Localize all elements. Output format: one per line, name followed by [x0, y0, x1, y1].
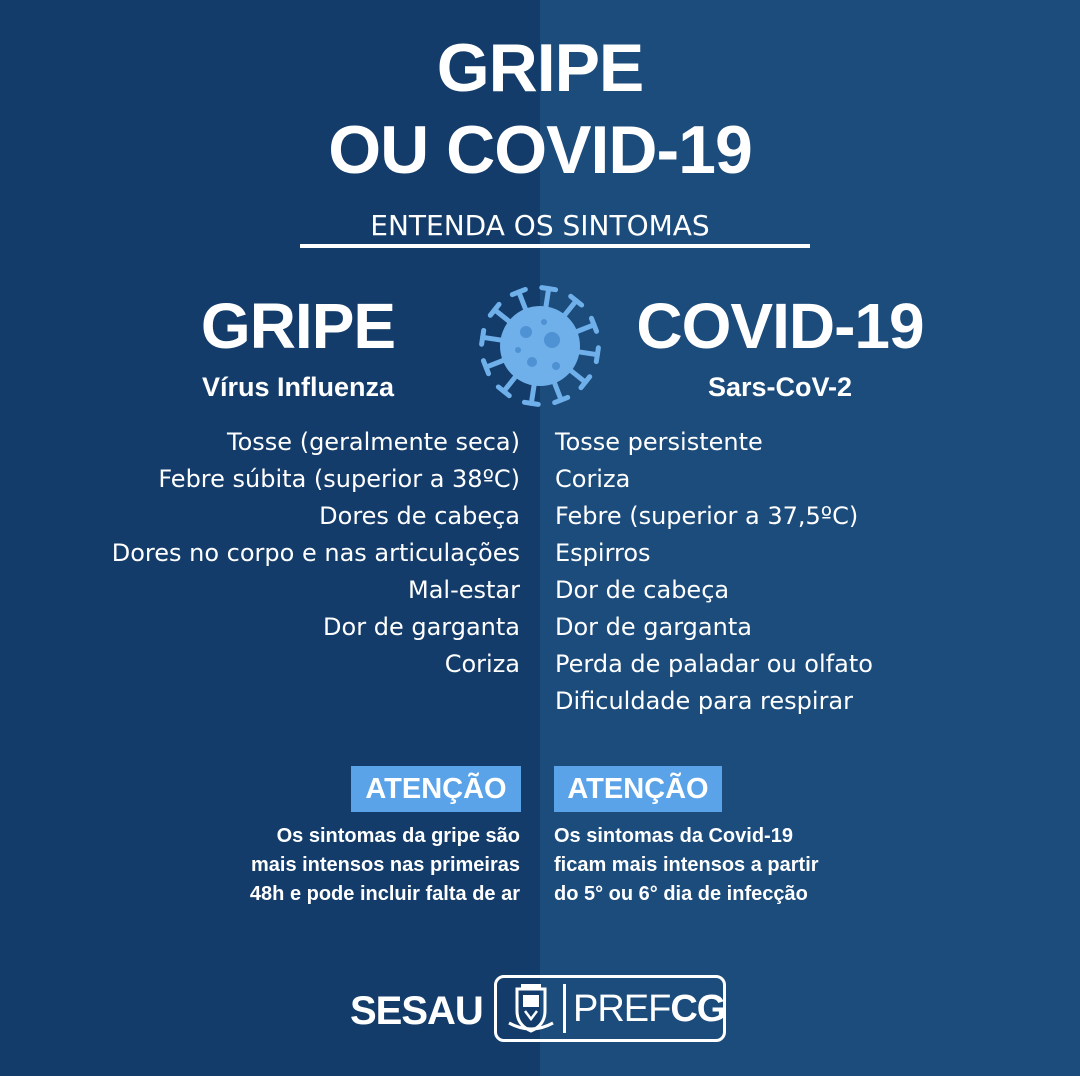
gripe-virus-name: Vírus Influenza — [201, 372, 395, 402]
virus-spot — [541, 319, 547, 325]
gripe-symptom-list — [112, 424, 520, 683]
covid-virus-name: Sars-CoV-2 — [707, 372, 853, 402]
virus-spike — [531, 384, 534, 404]
covid-symptom: Dor de garganta — [555, 613, 752, 641]
virus-spike-tip — [591, 318, 596, 331]
virus-spot — [515, 347, 521, 353]
covid-symptom: Febre (superior a 37,5ºC) — [555, 502, 859, 530]
covid-attention-line: ficam mais intensos a partir — [554, 854, 819, 876]
covid-symptom: Dificuldade para respirar — [555, 687, 854, 715]
gripe-attention-line: Os sintomas da gripe são — [276, 825, 520, 847]
covid-symptom: Espirros — [555, 539, 651, 567]
gripe-symptom: Dores de cabeça — [319, 502, 520, 530]
virus-spot — [520, 326, 532, 338]
virus-spike — [495, 310, 511, 322]
prefcg-logo-text-cg: CG — [670, 988, 726, 1030]
gripe-symptom: Dor de garganta — [323, 613, 520, 641]
prefcg-logo-text — [573, 986, 725, 1032]
covid-attention-badge: ATENÇÃO — [554, 766, 722, 812]
virus-spike-tip — [482, 330, 484, 344]
prefcg-logo — [494, 975, 726, 1042]
gripe-attention-badge: ATENÇÃO — [351, 766, 521, 812]
covid-symptom: Tosse persistente — [555, 428, 763, 456]
gripe-symptom: Coriza — [444, 650, 520, 678]
virus-spike — [519, 292, 526, 311]
gripe-symptom: Dores no corpo e nas articulações — [111, 539, 520, 567]
gripe-symptom: Febre súbita (superior a 38ºC) — [158, 465, 520, 493]
covid-symptom: Perda de paladar ou olfato — [555, 650, 873, 678]
virus-spike — [483, 337, 503, 340]
virus-body — [500, 306, 580, 386]
virus-spike — [570, 370, 586, 382]
virus-spike — [554, 381, 561, 400]
sesau-logo-text: SESAU — [350, 989, 483, 1033]
virus-spike — [578, 352, 598, 355]
covid-symptom: Dor de cabeça — [555, 576, 730, 604]
page-title-line-1: GRIPE — [436, 30, 644, 106]
logo-divider — [563, 984, 566, 1033]
covid-attention-note — [554, 822, 819, 909]
virus-spot — [544, 332, 560, 348]
virus-spike-tip — [512, 289, 525, 294]
virus-spike — [486, 360, 505, 367]
virus-spike — [564, 301, 576, 317]
gripe-attention-line: 48h e pode incluir falta de ar — [249, 883, 520, 905]
covid-symptom: Coriza — [555, 465, 631, 493]
prefcg-logo-text-pref: PREF — [573, 988, 671, 1030]
title-underline — [300, 244, 810, 248]
page-title-line-2: OU COVID-19 — [328, 112, 752, 188]
gripe-attention-note — [250, 822, 520, 909]
covid-attention-line: Os sintomas da Covid-19 — [554, 825, 793, 847]
gripe-symptom: Tosse (geralmente seca) — [227, 428, 520, 456]
gripe-heading: GRIPE — [200, 290, 396, 362]
covid-heading: COVID-19 — [636, 290, 924, 362]
virus-spot — [527, 357, 537, 367]
covid-attention-line: do 5° ou 6° dia de infecção — [554, 883, 808, 905]
city-crest-icon — [507, 983, 555, 1035]
virus-spike-tip — [483, 361, 488, 374]
virus-icon — [470, 282, 610, 410]
virus-spike — [546, 289, 549, 309]
virus-spike — [504, 376, 516, 392]
covid-symptom-list — [555, 424, 873, 720]
virus-spot — [552, 362, 560, 370]
virus-spike-tip — [596, 348, 598, 362]
page-subtitle: ENTENDA OS SINTOMAS — [370, 209, 710, 242]
virus-spike-tip — [555, 397, 568, 402]
gripe-attention-line: mais intensos nas primeiras — [250, 854, 520, 876]
virus-spike-tip — [542, 288, 556, 290]
virus-spike — [575, 325, 594, 332]
virus-spike-tip — [524, 402, 538, 404]
gripe-symptom: Mal-estar — [408, 576, 520, 604]
